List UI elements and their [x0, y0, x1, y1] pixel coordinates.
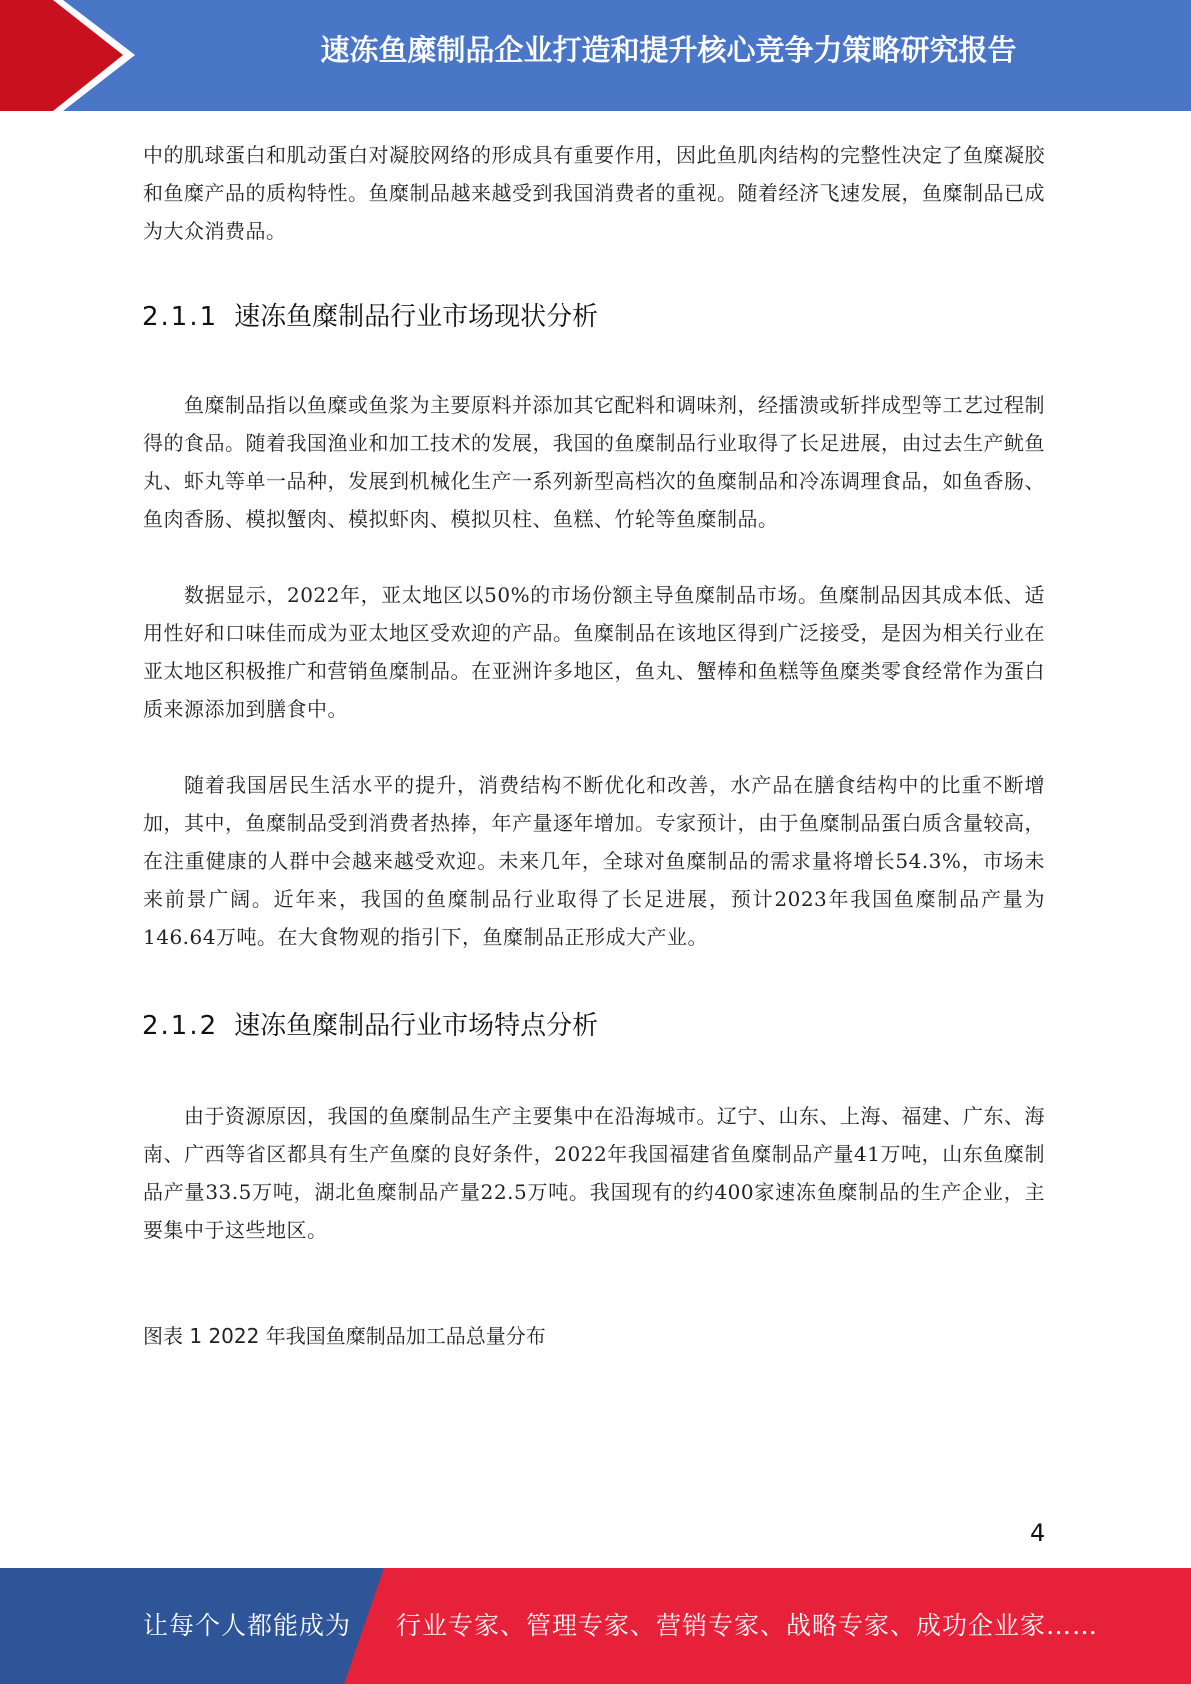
footer-slogan-left: 让每个人都能成为	[143, 1611, 352, 1640]
body-paragraph: 随着我国居民生活水平的提升，消费结构不断优化和改善，水产品在膳食结构中的比重不断增加，其中，鱼糜制品受到消费者热捧，年产量逐年增加。专家预计，由于鱼糜制品蛋白质含量较高，在注重健康的人群中会越来越受欢迎。未来几年，全球对鱼糜制品的需求量将增长54.3%，市场未来前景广阔。近年来，我国的鱼糜制品行业取得了长足进展，预计2023年我国鱼糜制品产量为146.64万吨。在大食物观的指引下，鱼糜制品正形成大产业。	[143, 773, 1045, 949]
section-title: 速冻鱼糜制品行业市场特点分析	[234, 1011, 599, 1041]
page-header	[0, 0, 1191, 111]
body-paragraph: 数据显示，2022年，亚太地区以50%的市场份额主导鱼糜制品市场。鱼糜制品因其成本低、适用性好和口味佳而成为亚太地区受欢迎的产品。鱼糜制品在该地区得到广泛接受，是因为相关行业在亚太地区积极推广和营销鱼糜制品。在亚洲许多地区，鱼丸、蟹棒和鱼糕等鱼糜类零食经常作为蛋白质来源添加到膳食中。	[143, 583, 1045, 721]
section-title: 速冻鱼糜制品行业市场现状分析	[234, 302, 599, 332]
section-number: 2.1.1	[142, 302, 219, 332]
page-footer	[0, 1568, 1191, 1684]
section-heading-2-1-1	[142, 296, 598, 333]
header-arrow-decoration	[0, 0, 150, 111]
section-number: 2.1.2	[142, 1011, 219, 1041]
header-title: 速冻鱼糜制品企业打造和提升核心竞争力策略研究报告	[320, 33, 1017, 67]
footer-slogan-right: 行业专家、管理专家、营销专家、战略专家、成功企业家……	[396, 1611, 1099, 1640]
body-paragraph: 由于资源原因，我国的鱼糜制品生产主要集中在沿海城市。辽宁、山东、上海、福建、广东、海南、广西等省区都具有生产鱼糜的良好条件，2022年我国福建省鱼糜制品产量41万吨，山东鱼糜制品产量33.5万吨，湖北鱼糜制品产量22.5万吨。我国现有的约400家速冻鱼糜制品的生产企业，主要集中于这些地区。	[143, 1104, 1045, 1242]
section-heading-2-1-2	[142, 1005, 598, 1042]
body-paragraph: 中的肌球蛋白和肌动蛋白对凝胶网络的形成具有重要作用，因此鱼肌肉结构的完整性决定了鱼糜凝胶和鱼糜产品的质构特性。鱼糜制品越来越受到我国消费者的重视。随着经济飞速发展，鱼糜制品已成为大众消费品。	[143, 143, 1045, 243]
page-number: 4	[1030, 1519, 1046, 1547]
body-paragraph: 鱼糜制品指以鱼糜或鱼浆为主要原料并添加其它配料和调味剂，经擂溃或斩拌成型等工艺过程制得的食品。随着我国渔业和加工技术的发展，我国的鱼糜制品行业取得了长足进展，由过去生产鱿鱼丸、虾丸等单一品种，发展到机械化生产一系列新型高档次的鱼糜制品和冷冻调理食品，如鱼香肠、鱼肉香肠、模拟蟹肉、模拟虾肉、模拟贝柱、鱼糕、竹轮等鱼糜制品。	[143, 393, 1045, 531]
figure-caption: 图表 1 2022 年我国鱼糜制品加工品总量分布	[143, 1324, 546, 1348]
